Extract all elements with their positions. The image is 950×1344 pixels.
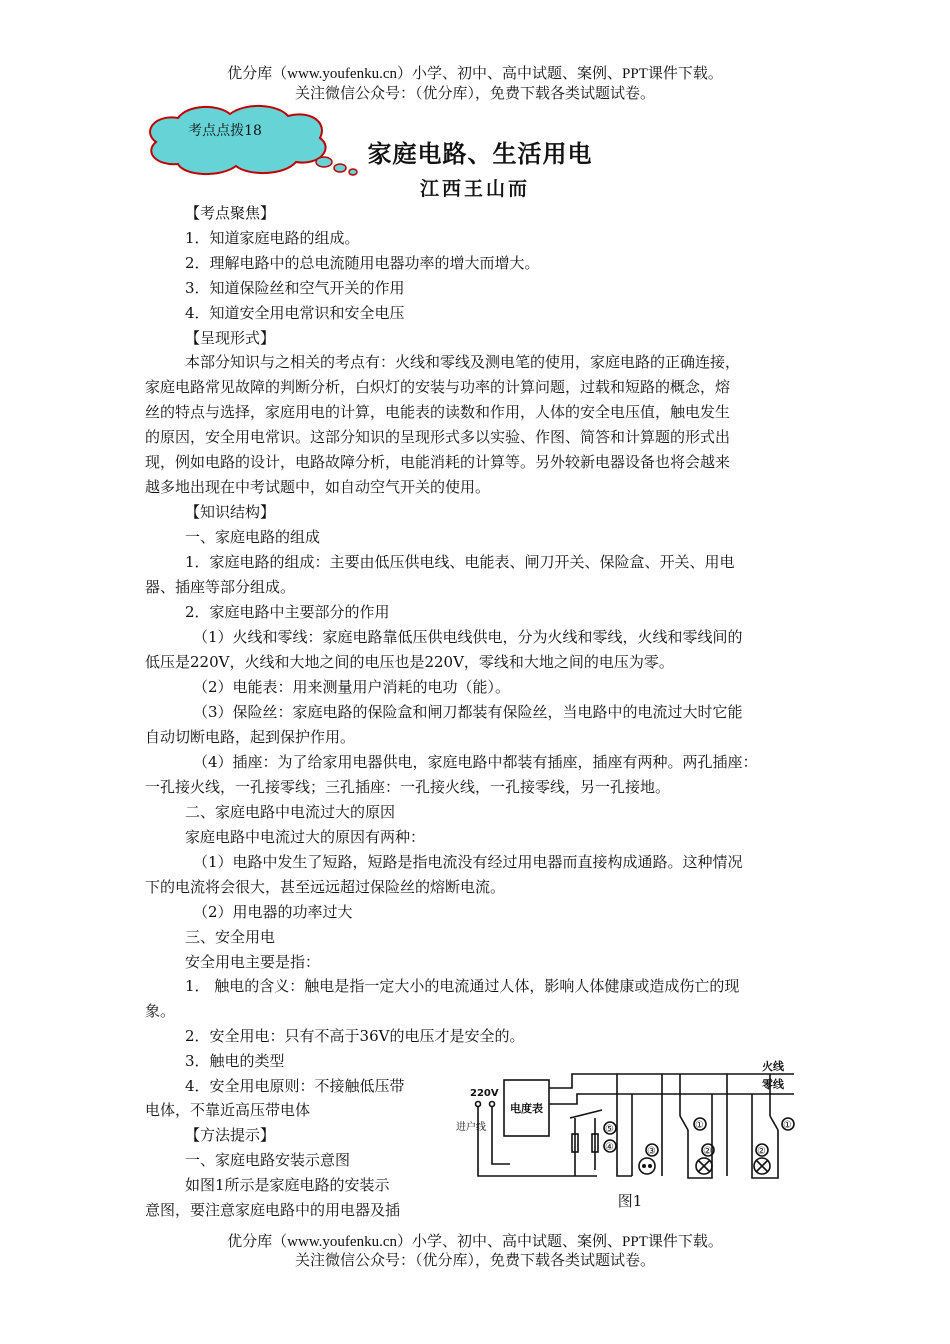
text-line: 器、插座等部分组成。 — [145, 578, 296, 596]
text-line: 低压是220V，火线和大地之间的电压也是220V，零线和大地之间的电压为零。 — [145, 653, 674, 671]
text-line: 安全用电主要是指： — [185, 953, 321, 971]
circuit-diagram — [452, 1058, 797, 1188]
wire — [549, 1094, 597, 1104]
text-line: 3．知道保险丝和空气开关的作用 — [185, 279, 405, 297]
text-line: （1）电路中发生了短路，短路是指电流没有经过用电器而直接构成通路。这种情况 — [193, 853, 743, 871]
marker-2b-text: ② — [757, 1146, 766, 1157]
text-line: 4．安全用电原则：不接触低压带 — [185, 1077, 405, 1095]
text-line: 家庭电路常见故障的判断分析，白炽灯的安装与功率的计算问题，过载和短路的概念，熔 — [145, 378, 731, 396]
section-heading: 【考点聚焦】 — [185, 204, 276, 222]
wire — [688, 1094, 712, 1178]
wire — [617, 1074, 632, 1176]
text-line: （4）插座：为了给家用电器供电，家庭电路中都装有插座，插座有两种。两孔插座： — [193, 753, 758, 771]
cloud-shape — [138, 102, 368, 182]
terminal — [490, 1102, 495, 1107]
footer-line-1: 优分库（www.youfenku.cn）小学、初中、高中试题、案例、PPT课件下载。 — [227, 1234, 723, 1250]
text-line: 一、家庭电路安装示意图 — [185, 1151, 351, 1169]
text-line: 越多地出现在中考试题中，如自动空气开关的使用。 — [145, 478, 491, 496]
marker-3-text: ③ — [647, 1146, 656, 1157]
text-line: 的原因，安全用电常识。这部分知识的呈现形式多以实验、作图、简答和计算题的形式出 — [145, 428, 731, 446]
text-line: 2．理解电路中的总电流随用电器功率的增大而增大。 — [185, 254, 540, 272]
label-neutral-wire: 零线 — [762, 1078, 784, 1091]
wire — [752, 1094, 778, 1178]
marker-1-text: ① — [695, 1120, 704, 1131]
marker-4-text: ④ — [605, 1142, 614, 1153]
text-line: 本部分知识与之相关的考点有：火线和零线及测电笔的使用，家庭电路的正确连接， — [185, 353, 741, 371]
text-line: 丝的特点与选择，家庭用电的计算，电能表的读数和作用，人体的安全电压值，触电发生 — [145, 403, 731, 421]
text-line: 如图1所示是家庭电路的安装示 — [185, 1176, 390, 1194]
header-line-2: 关注微信公众号：（优分库），免费下载各类试题试卷。 — [294, 86, 655, 102]
section-heading: 【方法提示】 — [185, 1126, 276, 1144]
figure-caption: 图1 — [617, 1192, 643, 1210]
switch — [680, 1116, 688, 1130]
author: 江西王山而 — [419, 178, 530, 200]
text-line: 象。 — [145, 1002, 176, 1020]
text-line: 2．家庭电路中主要部分的作用 — [185, 603, 390, 621]
section-heading: 三、安全用电 — [185, 928, 276, 946]
text-line: 下的电流将会很大，甚至远远超过保险丝的熔断电流。 — [145, 878, 506, 896]
text-line: 电体，不靠近高压带电体 — [145, 1101, 311, 1119]
marker-5-text: ⑤ — [605, 1124, 614, 1135]
cloud-label: 考点点拨18 — [188, 123, 262, 139]
header-line-1: 优分库（www.youfenku.cn）小学、初中、高中试题、案例、PPT课件下载。 — [227, 66, 723, 82]
text-line: 家庭电路中电流过大的原因有两种： — [185, 828, 426, 846]
footer-line-2: 关注微信公众号：（优分库），免费下载各类试题试卷。 — [294, 1253, 655, 1269]
label-inlet: 进户线 — [456, 1122, 486, 1133]
text-line: 2．安全用电：只有不高于36V的电压才是安全的。 — [185, 1027, 525, 1045]
text-line: 4．知道安全用电常识和安全电压 — [185, 304, 405, 322]
text-line: 1． 触电的含义：触电是指一定大小的电流通过人体，影响人体健康或造成伤亡的现 — [185, 977, 740, 995]
label-220v: 220V — [470, 1088, 499, 1099]
meter-label: 电度表 — [510, 1102, 543, 1115]
section-heading: 【知识结构】 — [185, 503, 276, 521]
wire — [549, 1074, 597, 1088]
text-line: （3）保险丝：家庭电路的保险盒和闸刀都装有保险丝，当电路中的电流过大时它能 — [193, 703, 743, 721]
marker-1b-text: ① — [783, 1120, 792, 1131]
text-line: 1．家庭电路的组成：主要由低压供电线、电能表、闸刀开关、保险盒、开关、用电 — [185, 553, 735, 571]
section-heading: 二、家庭电路中电流过大的原因 — [185, 803, 396, 821]
text-line: （1）火线和零线：家庭电路靠低压供电线供电，分为火线和零线，火线和零线间的 — [193, 628, 743, 646]
marker-2-text: ② — [703, 1146, 712, 1157]
terminal — [476, 1102, 481, 1107]
text-line: 一孔接火线，一孔接零线；三孔插座：一孔接火线，一孔接零线，另一孔接地。 — [145, 778, 671, 796]
text-line: （2）用电器的功率过大 — [193, 903, 353, 921]
socket — [639, 1158, 655, 1174]
knife-switch — [570, 1110, 602, 1118]
text-line: 现，例如电路的设计，电路故障分析，电能消耗的计算等。另外较新电器设备也将会越来 — [145, 453, 731, 471]
text-line: （2）电能表：用来测量用户消耗的电功（能）。 — [193, 678, 511, 696]
switch — [770, 1116, 778, 1130]
text-line: 一、家庭电路的组成 — [185, 528, 321, 546]
wire — [492, 1106, 510, 1164]
text-line: 1．知道家庭电路的组成。 — [185, 229, 360, 247]
page-title: 家庭电路、生活用电 — [367, 140, 593, 168]
label-live-wire: 火线 — [762, 1060, 784, 1073]
section-heading: 【呈现形式】 — [185, 329, 276, 347]
text-line: 自动切断电路，起到保护作用。 — [145, 728, 356, 746]
text-line: 3．触电的类型 — [185, 1052, 285, 1070]
text-line: 意图，要注意家庭电路中的用电器及插 — [145, 1201, 401, 1219]
